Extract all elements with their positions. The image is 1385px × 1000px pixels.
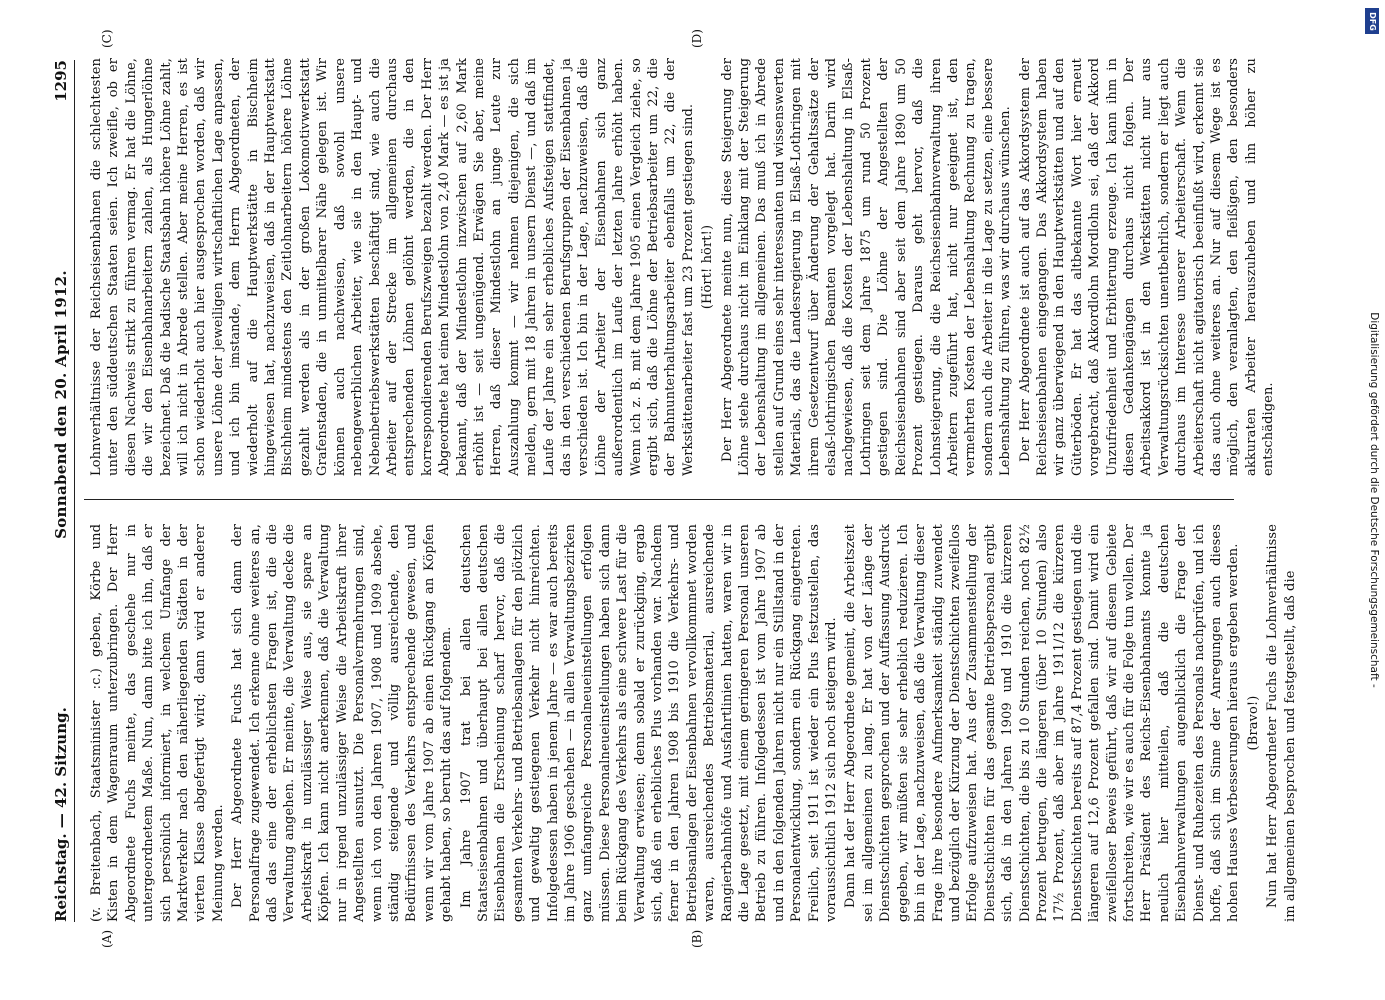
digitization-note [1363, 10, 1385, 990]
left-paragraph-4: Dann hat der Herr Abgeordnete gemeint, die Arbeitszeit sei im allgemeinen zu lang. Er hat von der Länge der Dienstschichten gesprochen und der Auffassung Ausdruck gegeben, wir müßten sie sehr erheblich reduzieren. Ich bin in der Lage, nachzuweisen, daß die Verwaltung dieser Frage ihre besondere Aufmerksamkeit ständig zuwendet und bezüglich der Kürzung der Dienstschichten zweifellos Erfolge aufzuweisen hat. Aus der Zusammenstellung der Dienstschichten für das gesamte Betriebspersonal ergibt sich, daß in den Jahren 1909 und 1910 die kürzeren Dienstschichten, die bis zu 10 Stunden reichen, noch 82½ Prozent betrugen, die längeren (über 10 Stunden) also 17½ Prozent, daß aber im Jahre 1911/12 die kürzeren Dienstschichten bereits auf 87,4 Prozent gestiegen und die längeren auf 12,6 Prozent gefallen sind. Damit wird ein zweifelloser Beweis geführt, daß wir auf diesem Gebiete fortschreiten, wie wir es auch für die Folge tun wollen. Der Herr Präsident des Reichs-Eisenbahnamts konnte ja neulich hier mitteilen, daß die deutschen Eisenbahnverwaltungen augenblicklich die Frage der Dienst- und Ruhezeiten des Personals nachprüfen, und ich hoffe, daß sich im Sinne der Anregungen auch dieses hohen Hauses Verbesserungen hieraus ergeben werden. [843, 524, 1242, 922]
digitization-note-text: Digitalisierung gefördert durch die Deutsche Forschungsgemeinschaft - [1368, 312, 1380, 688]
dfg-logo [1365, 8, 1379, 34]
left-paragraph-5: Nun hat Herr Abgeordneter Fuchs die Lohnverhältnisse im allgemeinen besprochen und festgestellt, daß die [1265, 524, 1298, 922]
margin-label-c: (C) [100, 29, 114, 48]
left-paragraph-1: (v. Breitenbach, Staatsminister :c.) geben, Körbe und Kisten in dem Wagenraum unterzubringen. Der Herr Abgeordnete Fuchs meinte, das geschehe nur in untergeordnetem Maße. Nun, dann bitte ich ihn, daß er sich persönlich informiert, in welchem Umfange der Marktverkehr nach den näherliegenden Städten in der vierten Klasse abgefertigt wird; dann wird er anderer Meinung werden. [89, 524, 226, 922]
page-header [52, 60, 75, 922]
right-paragraph-2: Der Herr Abgeordnete meinte nun, diese Steigerung der Löhne stehe durchaus nicht im Einklang mit der Steigerung der Lebenshaltung im allgemeinen. Das muß ich in Abrede stellen auf Grund eines sehr interessanten und wissenswerten Materials, das die Landesregierung in Elsaß-Lothringen mit ihrem Gesetzentwurf über Änderung der Gehaltssätze der elsaß-lothringischen Beamten vorgelegt hat. Darin wird nachgewiesen, daß die Kosten der Lebenshaltung in Elsaß-Lothringen seit dem Jahre 1875 um rund 50 Prozent gestiegen sind. Die Löhne der Angestellten der Reichseisenbahnen sind aber seit dem Jahre 1890 um 50 Prozent gestiegen. Daraus geht hervor, daß die Lohnsteigerung, die die Reichseisenbahnverwaltung ihren Arbeitern zugeführt hat, nicht nur geeignet ist, den vermehrten Kosten der Lebenshaltung Rechnung zu tragen, sondern auch die Arbeiter in die Lage zu setzen, eine bessere Lebenshaltung zu führen, was wir durchaus wünschen. [719, 58, 1014, 476]
column-divider [84, 499, 1234, 500]
left-interjection-bravo: (Bravo!) [1245, 695, 1261, 751]
page-number: 1295 [52, 60, 70, 102]
left-paragraph-2: Der Herr Abgeordnete Fuchs hat sich dann der Personalfrage zugewendet. Ich erkenne ohne weiteres an, daß das eine der erheblichsten Fragen ist, die die Verwaltung angehen. Er meinte, die Verwaltung decke die Arbeitskraft in unzulässiger Weise aus, sie spare an Köpfen. Ich kann nicht anerkennen, daß die Verwaltung nur in irgend unzulässiger Weise die Arbeitskraft ihrer Angestellten ausnutzt. Die Personalvermehrungen sind, wenn ich von den Jahren 1907, 1908 und 1909 absehe, ständig steigende und völlig ausreichende, den Bedürfnissen des Verkehrs entsprechende gewesen, und wenn wir vom Jahre 1907 ab einen Rückgang an Köpfen gehabt haben, so beruht das auf folgendem. [230, 524, 455, 922]
header-left: Reichstag. — 42. Sitzung. [52, 707, 70, 922]
right-interjection-hoert: (Hört! hört!) [700, 224, 716, 310]
right-column [88, 58, 1277, 476]
left-column [88, 524, 1298, 922]
dfg-logo-text: DFG [1367, 11, 1377, 31]
right-paragraph-3: Der Herr Abgeordnete ist auch auf das Akkordsystem der Reichseisenbahnen eingegangen. Das Akkordsystem haben wir ganz überwiegend in den Hauptwerkstätten und auf den Güterböden. Er hat das altbekannte Wort hier erneut vorgebracht, daß Akkordlohn Mordlohn sei, daß der Akkord Unzufriedenheit und Erbitterung erzeuge. Ich kann ihm in diesen Gedankengängen durchaus nicht folgen. Der Arbeitsakkord ist in den Werkstätten nicht nur aus Verwaltungsrücksichten unentbehrlich, sondern er liegt auch durchaus im Interesse unserer Arbeiterschaft. Wenn die Arbeiterschaft nicht agitatorisch beeinflußt wird, erkennt sie das auch ohne weiteres an. Nur auf diesem Wege ist es möglich, den veranlagten, den fleißigen, den besonders akkuraten Arbeiter herauszuheben und ihn höher zu entschädigen. [1017, 58, 1277, 476]
margin-label-b: (B) [690, 929, 704, 948]
right-paragraph-1: Lohnverhältnisse der Reichseisenbahnen die schlechtesten unter den süddeutschen Staaten seien. Ich zweifle, ob er diesen Nachweis strikt zu führen vermag. Er hat die Löhne, die wir den Eisenbahnarbeitern zahlen, als Hungerlöhne bezeichnet. Daß die badische Staatsbahn höhere Löhne zahlt, will ich nicht in Abrede stellen. Aber meine Herren, es ist schon wiederholt auch hier ausgesprochen worden, daß wir unsere Löhne der jeweiligen wirtschaftlichen Lage anpassen, und ich bin imstande, dem Herrn Abgeordneten, der wiederholt auf die Hauptwerkstätte in Bischheim hingewiesen hat, nachzuweisen, daß in der Hauptwerkstatt Bischheim mindestens den Zeitlohnarbeitern höhere Löhne gezahlt werden als in der großen Lokomotivwerkstatt Grafenstaden, die in unmittelbarer Nähe gelegen ist. Wir können auch nachweisen, daß sowohl unsere nebengewerblichen Arbeiter, wie sie in den Haupt- und Nebenbetriebswerkstätten beschäftigt sind, wie auch die Arbeiter auf der Strecke im allgemeinen durchaus entsprechenden Löhnen gelöhnt werden, die in den korrespondierenden Berufszweigen bezahlt werden. Der Herr Abgeordnete hat einen Mindestlohn von 2,40 Mark — es ist ja bekannt, daß der Mindestlohn inzwischen auf 2,60 Mark erhöht ist — seit ungenügend. Erwägen Sie aber, meine Herren, daß dieser Mindestlohn an junge Leute zur Auszahlung kommt — wir nehmen diejenigen, die sich melden, gern mit 18 Jahren in unsern Dienst —, und daß im Laufe der Jahre ein sehr erhebliches Aufsteigen stattfindet, das in den verschiedenen Berufsgruppen der Eisenbahnen ja verschieden ist. Ich bin in der Lage, nachzuweisen, daß die Löhne der Arbeiter der Eisenbahnen sich ganz außerordentlich im Laufe der letzten Jahre erhöht haben. Wenn ich z. B. mit dem Jahre 1905 einen Vergleich ziehe, so ergibt sich, daß die Löhne der Betriebsarbeiter um 22, die der Bahnunterhaltungsarbeiter ebenfalls um 22, die der Werkstättenarbeiter fast um 23 Prozent gestiegen sind. [89, 58, 696, 476]
margin-label-d: (D) [690, 29, 704, 48]
left-paragraph-3: Im Jahre 1907 trat bei allen deutschen Staatseisenbahnen und überhaupt bei allen deutschen Eisenbahnen die Erscheinung scharf hervor, daß die gesamten Verkehrs- und Betriebsanlagen für den plötzlich und gewaltig gestiegenen Verkehr nicht hinreichten. Infolgedessen haben in jenem Jahre — es war auch bereits im Jahre 1906 geschehen — in allen Verwaltungsbezirken ganz umfangreiche Personalneueinstellungen erfolgen müssen. Diese Personalneueinstellungen haben sich dann beim Rückgang des Verkehrs als eine schwere Last für die Verwaltung erwiesen; denn sobald er zurückging, ergab sich, daß ein erhebliches Plus vorhanden war. Nachdem ferner in den Jahren 1908 bis 1910 die Verkehrs- und Betriebsanlagen der Eisenbahnen vervollkommnet worden waren, ausreichendes Betriebsmaterial, ausreichende Rangierbahnhöfe und Ausfahrtlinien hatten, waren wir in die Lage gesetzt, mit einem geringeren Personal unseren Betrieb zu führen. Infolgedessen ist vom Jahre 1907 ab und in den folgenden Jahren nicht nur ein Stillstand in der Personalentwicklung, sondern ein Rückgang eingetreten. Freilich, seit 1911 ist wieder ein Plus festzustellen, das voraussichtlich 1912 sich noch steigern wird. [458, 524, 840, 922]
margin-label-a: (A) [100, 929, 114, 948]
header-date: Sonnabend den 20. April 1912. [52, 270, 70, 539]
